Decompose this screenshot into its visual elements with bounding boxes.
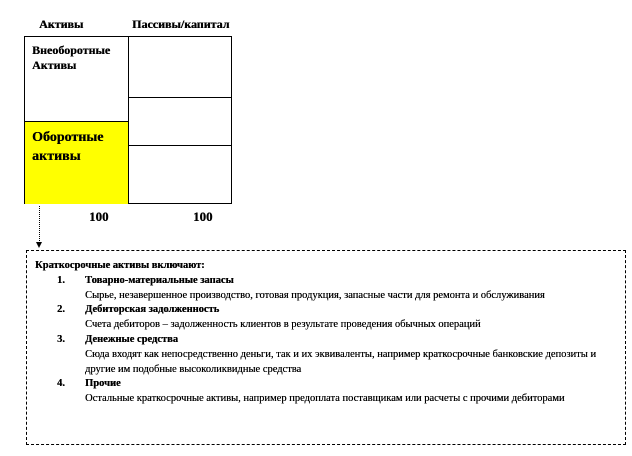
arrow-down-icon (36, 242, 42, 248)
balance-sheet-box (24, 36, 232, 204)
list-item-number: 4. (57, 378, 65, 390)
liabilities-cell-2 (129, 97, 231, 145)
list-item-number: 3. (57, 333, 65, 345)
list-item-title: Прочие (85, 378, 121, 390)
list-item-title: Товарно-материальные запасы (85, 274, 234, 286)
assets-column (25, 37, 129, 203)
list-item-title: Дебиторская задолженность (85, 304, 220, 316)
total-liabilities-value: 100 (193, 209, 213, 224)
list-item-number: 1. (57, 274, 65, 286)
list-item (35, 303, 617, 333)
liabilities-capital-header: Пассивы/капитал (132, 17, 230, 31)
list-item (35, 377, 617, 407)
liabilities-column (129, 37, 231, 203)
list-item-description: Остальные краткосрочные активы, например предоплата поставщикам или расчеты с прочими дебиторами (85, 393, 565, 405)
total-assets-value: 100 (89, 209, 109, 224)
list-item (35, 274, 617, 304)
list-item-description: Счета дебиторов – задолженность клиентов в результате проведения обычных операций (85, 319, 481, 331)
list-item (35, 333, 617, 377)
list-item-title: Денежные средства (85, 333, 178, 345)
list-item-number: 2. (57, 304, 65, 316)
current-assets-cell: Оборотные активы (25, 121, 128, 204)
assets-header: Активы (39, 17, 84, 31)
detail-list (35, 274, 617, 407)
connector-line (39, 206, 40, 243)
noncurrent-assets-cell: Внеоборотные Активы (32, 43, 111, 72)
list-item-description: Сюда входят как непосредственно деньги, так и их эквиваленты, например краткосрочные банковские депозиты и другие им подобные высоколиквидные средства (85, 348, 596, 375)
detail-title: Краткосрочные активы включают: (35, 260, 205, 271)
liabilities-cell-1 (129, 37, 231, 97)
list-item-description: Сырье, незавершенное производство, готовая продукция, запасные части для ремонта и обслуживания (85, 289, 545, 301)
liabilities-cell-3 (129, 145, 231, 203)
current-assets-detail-box (26, 250, 626, 445)
